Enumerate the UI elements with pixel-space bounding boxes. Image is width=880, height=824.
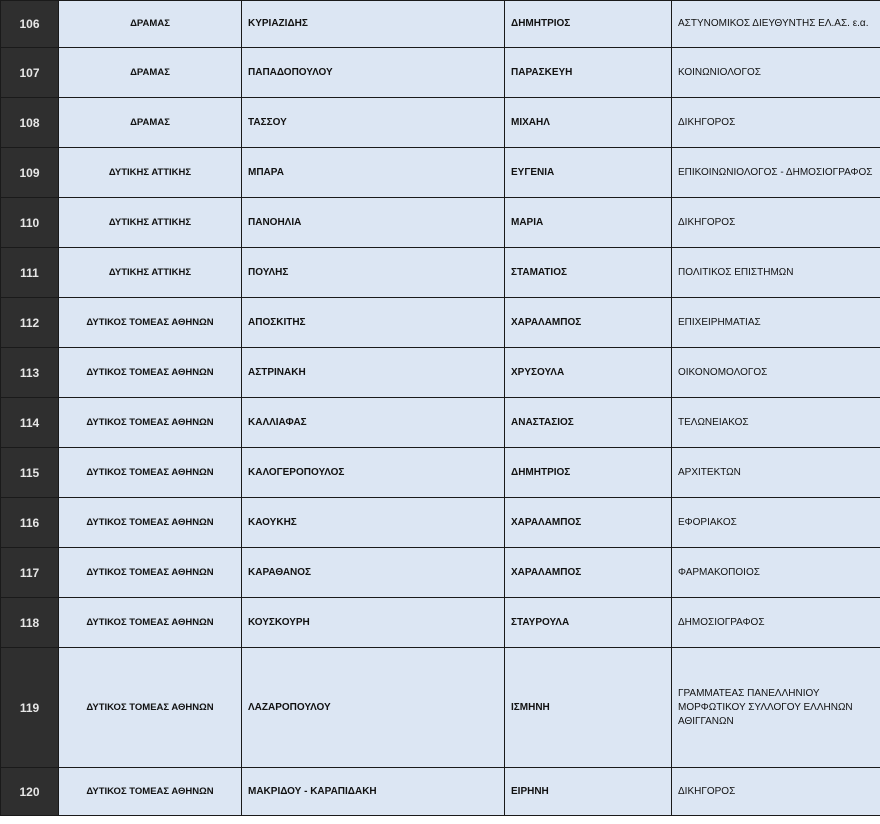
first-name-cell: ΧΑΡΑΛΑΜΠΟΣ [505,498,672,548]
row-number: 120 [1,768,59,816]
profession-cell: ΔΙΚΗΓΟΡΟΣ [672,98,880,148]
table-row [1,198,880,248]
profession-cell: ΑΡΧΙΤΕΚΤΩΝ [672,448,880,498]
first-name-cell: ΧΑΡΑΛΑΜΠΟΣ [505,298,672,348]
region-cell: ΔΥΤΙΚΟΣ ΤΟΜΕΑΣ ΑΘΗΝΩΝ [59,298,242,348]
surname-cell: ΛΑΖΑΡΟΠΟΥΛΟΥ [242,648,505,768]
row-number: 107 [1,48,59,98]
profession-cell: ΕΦΟΡΙΑΚΟΣ [672,498,880,548]
region-cell: ΔΥΤΙΚΟΣ ΤΟΜΕΑΣ ΑΘΗΝΩΝ [59,498,242,548]
first-name-cell: ΑΝΑΣΤΑΣΙΟΣ [505,398,672,448]
profession-cell: ΑΣΤΥΝΟΜΙΚΟΣ ΔΙΕΥΘΥΝΤΗΣ ΕΛ.ΑΣ. ε.α. [672,1,880,48]
surname-cell: ΚΑΡΑΘΑΝΟΣ [242,548,505,598]
surname-cell: ΠΑΝΟΗΛΙΑ [242,198,505,248]
row-number: 117 [1,548,59,598]
row-number: 110 [1,198,59,248]
profession-cell: ΤΕΛΩΝΕΙΑΚΟΣ [672,398,880,448]
surname-cell: ΚΥΡΙΑΖΙΔΗΣ [242,1,505,48]
first-name-cell: ΧΑΡΑΛΑΜΠΟΣ [505,548,672,598]
profession-cell: ΕΠΙΚΟΙΝΩΝΙΟΛΟΓΟΣ - ΔΗΜΟΣΙΟΓΡΑΦΟΣ [672,148,880,198]
surname-cell: ΚΑΛΛΙΑΦΑΣ [242,398,505,448]
surname-cell: ΚΑΟΥΚΗΣ [242,498,505,548]
surname-cell: ΠΑΠΑΔΟΠΟΥΛΟΥ [242,48,505,98]
region-cell: ΔΥΤΙΚΟΣ ΤΟΜΕΑΣ ΑΘΗΝΩΝ [59,548,242,598]
region-cell: ΔΥΤΙΚΟΣ ΤΟΜΕΑΣ ΑΘΗΝΩΝ [59,398,242,448]
region-cell: ΔΡΑΜΑΣ [59,48,242,98]
table-row [1,448,880,498]
first-name-cell: ΔΗΜΗΤΡΙΟΣ [505,1,672,48]
table-row [1,1,880,48]
surname-cell: ΑΣΤΡΙΝΑΚΗ [242,348,505,398]
surname-cell: ΠΟΥΛΗΣ [242,248,505,298]
table-row [1,598,880,648]
region-cell: ΔΥΤΙΚΟΣ ΤΟΜΕΑΣ ΑΘΗΝΩΝ [59,448,242,498]
row-number: 119 [1,648,59,768]
row-number: 109 [1,148,59,198]
row-number: 112 [1,298,59,348]
region-cell: ΔΥΤΙΚΟΣ ΤΟΜΕΑΣ ΑΘΗΝΩΝ [59,348,242,398]
profession-cell: ΠΟΛΙΤΙΚΟΣ ΕΠΙΣΤΗΜΩΝ [672,248,880,298]
table-row [1,48,880,98]
region-cell: ΔΥΤΙΚΟΣ ΤΟΜΕΑΣ ΑΘΗΝΩΝ [59,648,242,768]
surname-cell: ΜΑΚΡΙΔΟΥ - ΚΑΡΑΠΙΔΑΚΗ [242,768,505,816]
region-cell: ΔΥΤΙΚΟΣ ΤΟΜΕΑΣ ΑΘΗΝΩΝ [59,598,242,648]
table-row [1,768,880,816]
first-name-cell: ΙΣΜΗΝΗ [505,648,672,768]
region-cell: ΔΡΑΜΑΣ [59,98,242,148]
table-row [1,398,880,448]
first-name-cell: ΣΤΑΜΑΤΙΟΣ [505,248,672,298]
row-number: 108 [1,98,59,148]
region-cell: ΔΥΤΙΚΗΣ ΑΤΤΙΚΗΣ [59,198,242,248]
table-row [1,148,880,198]
table-row [1,98,880,148]
row-number: 118 [1,598,59,648]
profession-cell: ΔΗΜΟΣΙΟΓΡΑΦΟΣ [672,598,880,648]
table-row [1,648,880,768]
profession-cell: ΔΙΚΗΓΟΡΟΣ [672,768,880,816]
table-row [1,498,880,548]
region-cell: ΔΥΤΙΚΗΣ ΑΤΤΙΚΗΣ [59,248,242,298]
table-row [1,298,880,348]
profession-cell: ΟΙΚΟΝΟΜΟΛΟΓΟΣ [672,348,880,398]
first-name-cell: ΕΥΓΕΝΙΑ [505,148,672,198]
first-name-cell: ΧΡΥΣΟΥΛΑ [505,348,672,398]
row-number: 106 [1,1,59,48]
row-number: 113 [1,348,59,398]
row-number: 116 [1,498,59,548]
region-cell: ΔΡΑΜΑΣ [59,1,242,48]
profession-cell: ΚΟΙΝΩΝΙΟΛΟΓΟΣ [672,48,880,98]
surname-cell: ΜΠΑΡΑ [242,148,505,198]
first-name-cell: ΔΗΜΗΤΡΙΟΣ [505,448,672,498]
row-number: 114 [1,398,59,448]
profession-cell: ΔΙΚΗΓΟΡΟΣ [672,198,880,248]
surname-cell: ΚΑΛΟΓΕΡΟΠΟΥΛΟΣ [242,448,505,498]
first-name-cell: ΠΑΡΑΣΚΕΥΗ [505,48,672,98]
first-name-cell: ΜΙΧΑΗΛ [505,98,672,148]
surname-cell: ΑΠΟΣΚΙΤΗΣ [242,298,505,348]
profession-cell: ΦΑΡΜΑΚΟΠΟΙΟΣ [672,548,880,598]
first-name-cell: ΕΙΡΗΝΗ [505,768,672,816]
row-number: 115 [1,448,59,498]
profession-cell: ΕΠΙΧΕΙΡΗΜΑΤΙΑΣ [672,298,880,348]
region-cell: ΔΥΤΙΚΗΣ ΑΤΤΙΚΗΣ [59,148,242,198]
profession-cell: ΓΡΑΜΜΑΤΕΑΣ ΠΑΝΕΛΛΗΝΙΟΥ ΜΟΡΦΩΤΙΚΟΥ ΣΥΛΛΟΓΟΥ ΕΛΛΗΝΩΝ ΑΘΙΓΓΑΝΩΝ [672,648,880,768]
table-row [1,248,880,298]
surname-cell: ΚΟΥΣΚΟΥΡΗ [242,598,505,648]
region-cell: ΔΥΤΙΚΟΣ ΤΟΜΕΑΣ ΑΘΗΝΩΝ [59,768,242,816]
table-body [1,1,880,816]
first-name-cell: ΜΑΡΙΑ [505,198,672,248]
table-row [1,548,880,598]
first-name-cell: ΣΤΑΥΡΟΥΛΑ [505,598,672,648]
row-number: 111 [1,248,59,298]
surname-cell: ΤΑΣΣΟΥ [242,98,505,148]
table-row [1,348,880,398]
